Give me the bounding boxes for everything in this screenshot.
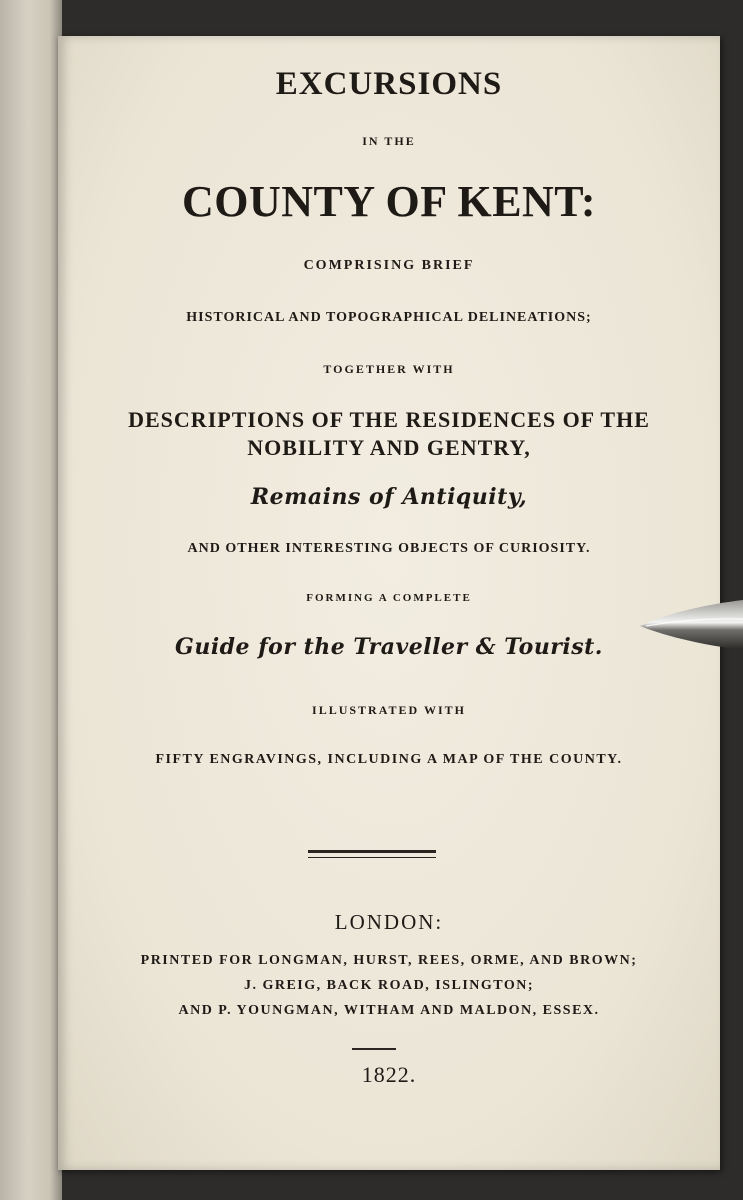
historical-line: HISTORICAL AND TOPOGRAPHICAL DELINEATIONS; <box>186 310 592 325</box>
illustrated-line: ILLUSTRATED WITH <box>312 703 466 717</box>
objects-line: AND OTHER INTERESTING OBJECTS OF CURIOSITY. <box>187 541 591 556</box>
year-rule <box>352 1048 396 1050</box>
printer-line-1: PRINTED FOR LONGMAN, HURST, REES, ORME, AND BROWN; <box>140 953 638 968</box>
imprint-block <box>58 948 720 1023</box>
printer-line-2: J. GREIG, BACK ROAD, ISLINGTON; <box>243 978 535 993</box>
divider-rule-thin <box>308 857 436 858</box>
title-page <box>58 36 720 1170</box>
forming-line: FORMING A COMPLETE <box>306 592 472 604</box>
metal-pointer-icon <box>640 600 743 650</box>
publication-year: 1822. <box>361 1062 417 1087</box>
together-line: TOGETHER WITH <box>323 362 455 376</box>
printer-line-3: AND P. YOUNGMAN, WITHAM AND MALDON, ESSEX. <box>178 1003 600 1018</box>
remains-line: Remains of Antiquity, <box>250 484 528 510</box>
comprising-line: COMPRISING BRIEF <box>303 258 475 273</box>
book-title: EXCURSIONS <box>275 66 503 102</box>
imprint-city: LONDON: <box>334 910 444 934</box>
descriptions-block <box>58 406 720 462</box>
divider-rule <box>308 850 436 853</box>
facing-page-edge <box>0 0 62 1200</box>
guide-line: Guide for the Traveller & Tourist. <box>175 634 603 660</box>
descriptions-line-1: DESCRIPTIONS OF THE RESIDENCES OF THE <box>128 407 650 432</box>
descriptions-line-2: NOBILITY AND GENTRY, <box>247 435 531 460</box>
engravings-line: FIFTY ENGRAVINGS, INCLUDING A MAP OF THE COUNTY. <box>155 752 623 767</box>
in-the-line: IN THE <box>362 134 416 148</box>
county-heading: COUNTY OF KENT: <box>181 177 597 226</box>
